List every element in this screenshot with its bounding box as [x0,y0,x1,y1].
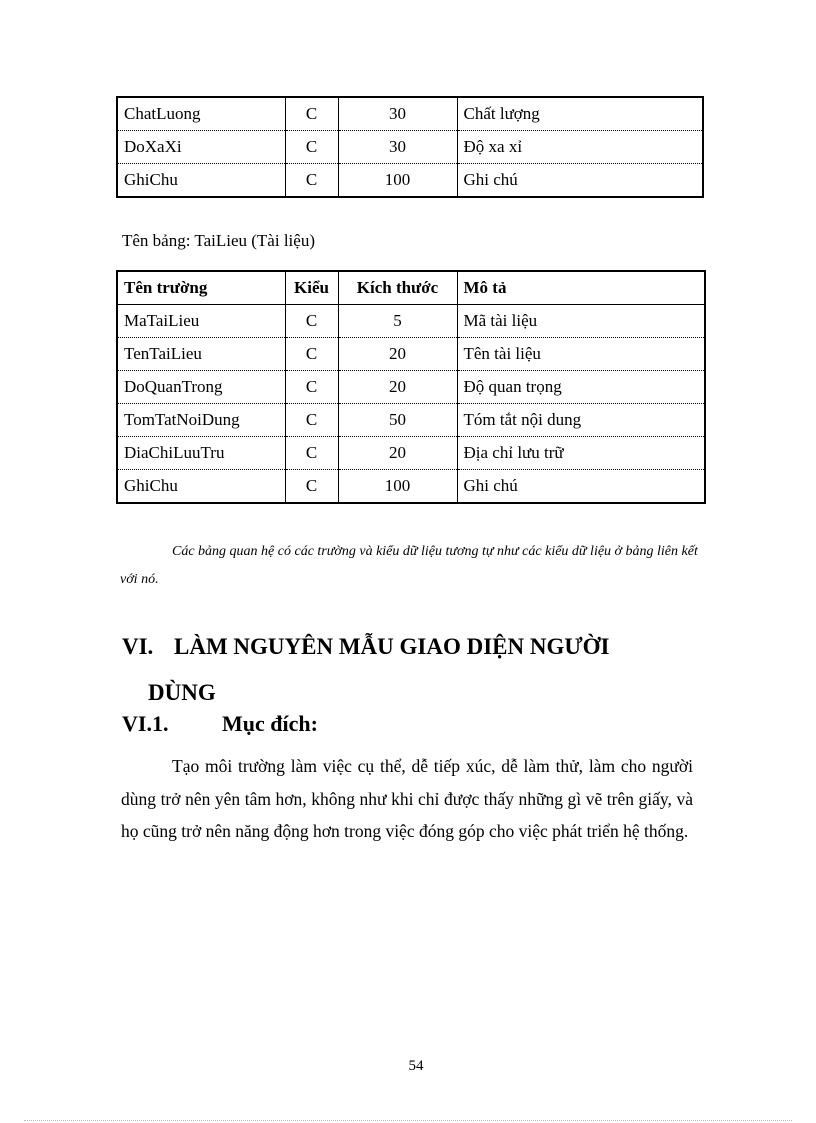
table-tailieu [116,270,706,504]
cell-field-name: MaTaiLieu [117,305,285,338]
table-row [117,404,705,437]
table-caption: Tên bảng: TaiLieu (Tài liệu) [122,231,315,250]
table-row [117,437,705,470]
table-tailieu-body [117,305,705,504]
cell-type: C [285,164,338,198]
note-text: Các bảng quan hệ có các trường và kiểu dữ liệu tương tự như các kiểu dữ liệu ở bảng liên kết với nó. [120,544,698,587]
cell-description: Ghi chú [457,470,705,504]
subsection-number: VI.1. [122,711,169,736]
table-row [117,470,705,504]
table-row [117,131,703,164]
cell-type: C [285,338,338,371]
table-row [117,97,703,131]
cell-size: 20 [338,338,457,371]
page-bottom-divider [24,1120,792,1121]
table-row [117,164,703,198]
cell-description: Tóm tắt nội dung [457,404,705,437]
cell-description: Chất lượng [457,97,703,131]
cell-size: 20 [338,371,457,404]
cell-type: C [285,470,338,504]
paragraph-text: Tạo môi trường làm việc cụ thể, dễ tiếp xúc, dễ làm thử, làm cho người dùng trở nên yên tâm hơn, không như khi chỉ được thấy những gì vẽ trên giấy, và họ cũng trở nên năng động hơn trong việc đóng góp cho việc phát triển hệ thống. [121,756,693,841]
cell-type: C [285,404,338,437]
table-row [117,305,705,338]
cell-field-name: GhiChu [117,470,285,504]
cell-field-name: DoXaXi [117,131,285,164]
table-continued-body [117,97,703,197]
table-row [117,371,705,404]
cell-size: 5 [338,305,457,338]
cell-field-name: GhiChu [117,164,285,198]
header-field-name: Tên trường [117,271,285,305]
page-number: 54 [408,1058,424,1074]
header-description: Mô tả [457,271,705,305]
header-size: Kích thước [338,271,457,305]
cell-description: Tên tài liệu [457,338,705,371]
cell-type: C [285,131,338,164]
cell-field-name: TenTaiLieu [117,338,285,371]
cell-type: C [285,437,338,470]
cell-size: 30 [338,97,457,131]
subsection-title: Mục đích: [222,711,318,736]
section-heading [122,624,722,716]
subsection-heading [122,708,318,740]
section-title-line1: LÀM NGUYÊN MẪU GIAO DIỆN NGƯỜI [174,634,610,659]
table-header-row [117,271,705,305]
cell-size: 100 [338,164,457,198]
body-paragraph [121,750,693,848]
cell-size: 20 [338,437,457,470]
cell-size: 100 [338,470,457,504]
cell-type: C [285,97,338,131]
cell-size: 50 [338,404,457,437]
header-type: Kiểu [285,271,338,305]
italic-note [120,538,705,594]
cell-type: C [285,305,338,338]
table-row [117,338,705,371]
cell-field-name: DiaChiLuuTru [117,437,285,470]
section-title-line2: DÙNG [148,680,216,705]
cell-description: Ghi chú [457,164,703,198]
cell-field-name: TomTatNoiDung [117,404,285,437]
cell-field-name: ChatLuong [117,97,285,131]
table-continued [116,96,704,198]
cell-description: Mã tài liệu [457,305,705,338]
cell-description: Địa chỉ lưu trữ [457,437,705,470]
cell-size: 30 [338,131,457,164]
section-number: VI. [122,634,154,659]
cell-field-name: DoQuanTrong [117,371,285,404]
cell-description: Độ xa xỉ [457,131,703,164]
cell-type: C [285,371,338,404]
cell-description: Độ quan trọng [457,371,705,404]
